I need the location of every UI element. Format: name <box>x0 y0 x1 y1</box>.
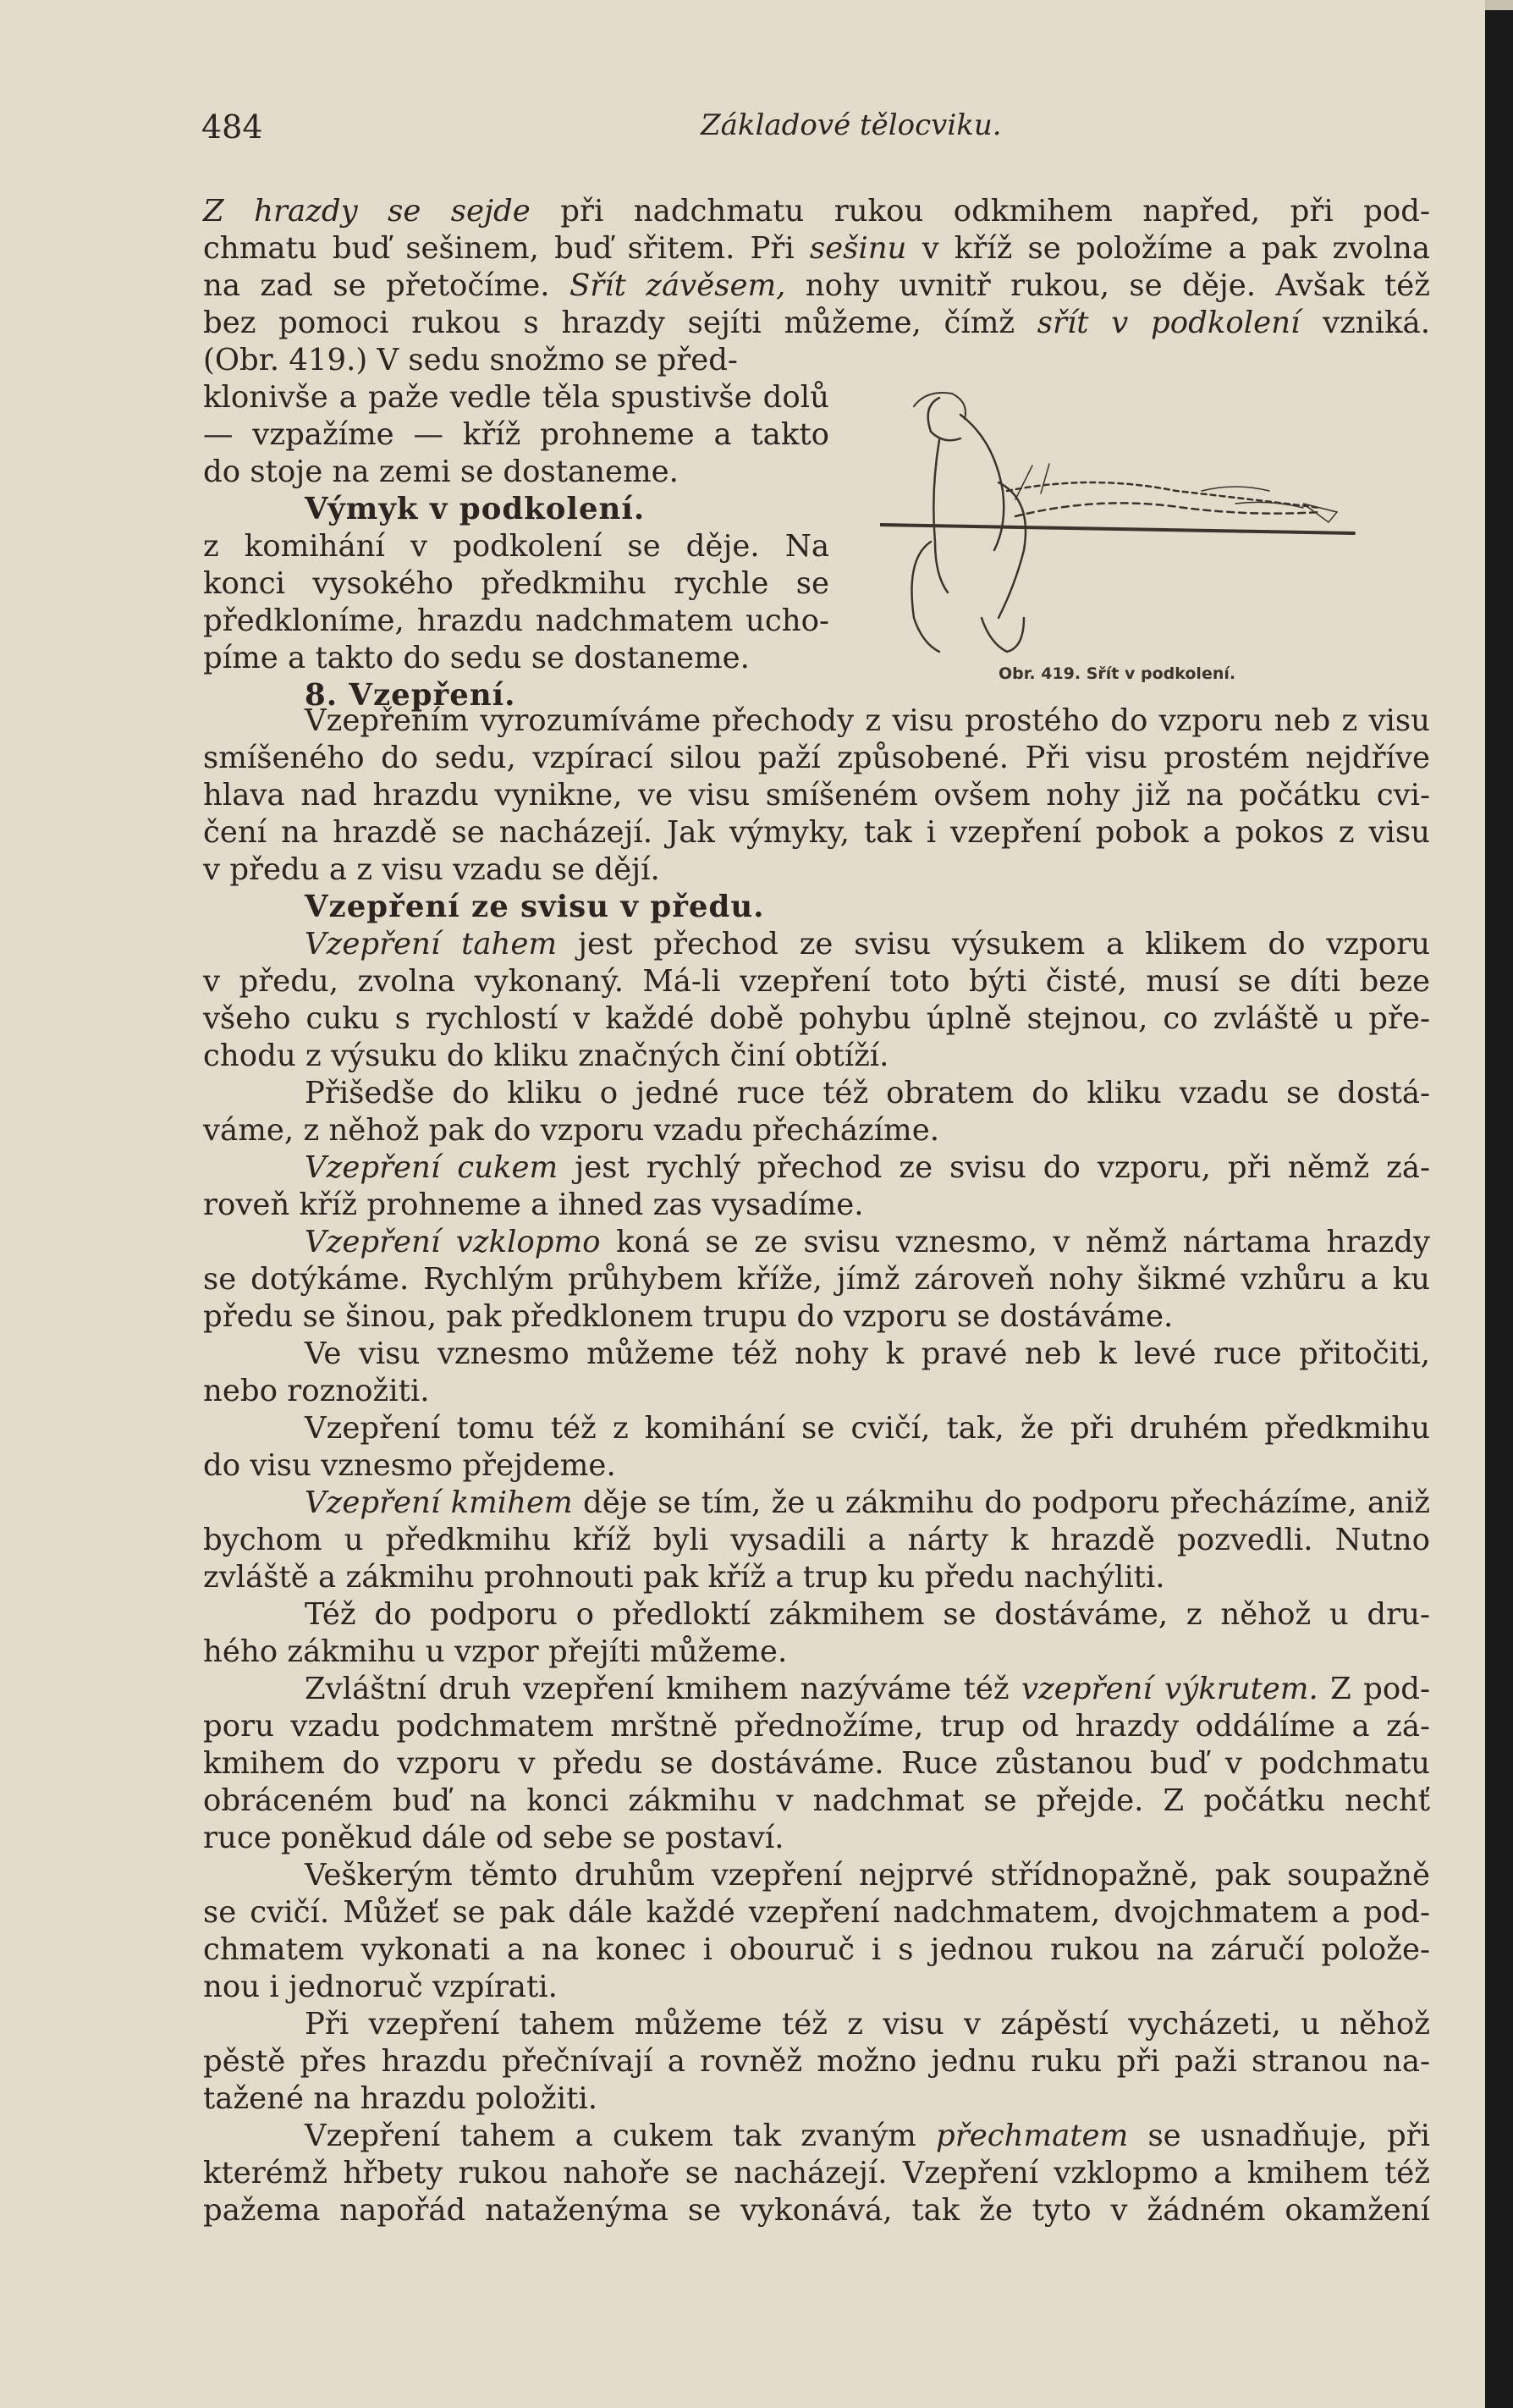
text-run: bez pomoci rukou s hrazdy sejíti můžeme, čímž <box>203 306 1037 340</box>
text-run: konci vysokého předkmihu rychle se <box>203 566 829 601</box>
text-run: se cvičí. Můžeť se pak dále každé vzepření nadchmatem, dvojchmatem a pod- <box>203 1895 1430 1930</box>
figure-caption: Obr. 419. Sřít v podkolení. <box>999 664 1236 683</box>
text-line <box>203 2192 1430 2229</box>
text-run: poru vzadu podchmatem mrštně přednožíme, trup od hrazdy oddálíme a zá- <box>203 1709 1430 1744</box>
running-title: Základové tělocviku. <box>701 108 1002 142</box>
text-run: čení na hrazdě se nacházejí. Jak výmyky, tak i vzepření pobok a pokos z visu <box>203 815 1430 850</box>
text-line <box>203 1000 1430 1038</box>
text-run: Přišedše do kliku o jedné ruce též obratem do kliku vzadu se dostá- <box>305 1076 1430 1110</box>
italic-term: vzepření výkrutem. <box>1021 1672 1318 1706</box>
text-run: se usnadňuje, při <box>1128 2119 1430 2153</box>
text-line <box>203 491 829 528</box>
text-line <box>203 1410 1430 1447</box>
text-line <box>203 603 829 640</box>
page-number: 484 <box>201 108 263 146</box>
edge-marker <box>1485 0 1513 10</box>
text-line <box>203 1596 1430 1634</box>
text-run: tažené na hrazdu položiti. <box>203 2081 597 2116</box>
italic-term: Vzepření vzklopmo <box>305 1225 601 1259</box>
text-run: chmatem vykonati a na konec i obouruč i s jednou rukou na záručí polože- <box>203 1932 1430 1967</box>
text-line <box>203 2155 1430 2192</box>
italic-term: sřít v podkolení <box>1037 306 1301 340</box>
text-run: na zad se přetočíme. <box>203 268 569 303</box>
text-run: hého zákmihu u vzpor přejíti můžeme. <box>203 1634 788 1669</box>
text-line <box>203 230 1430 267</box>
text-block-beside-figure <box>203 379 829 714</box>
text-line <box>203 640 829 677</box>
page-edge <box>1485 0 1513 2408</box>
text-run: vzniká. <box>1300 306 1430 340</box>
text-run: Vzepření tomu též z komihání se cvičí, tak, že při druhém předkmihu <box>305 1411 1430 1446</box>
text-run: předu se šinou, pak předklonem trupu do vzporu se dostáváme. <box>203 1299 1174 1334</box>
text-line <box>203 1447 1430 1485</box>
italic-term: přechmatem <box>936 2119 1129 2153</box>
text-line <box>203 740 1430 777</box>
text-run: Z pod- <box>1318 1672 1430 1706</box>
text-block-intro <box>203 193 1430 379</box>
italic-term: sešinu <box>809 231 907 266</box>
text-line <box>203 1522 1430 1559</box>
text-line <box>203 703 1430 740</box>
text-line <box>203 2118 1430 2155</box>
text-line <box>203 2006 1430 2043</box>
text-line <box>203 2080 1430 2118</box>
text-run: chmatu buď sešinem, buď sřitem. Při <box>203 231 810 266</box>
text-run: jest přechod ze svisu výsukem a klikem do vzporu <box>557 927 1430 962</box>
text-run: v kříž se položíme a pak zvolna <box>906 231 1430 266</box>
text-line <box>203 379 829 416</box>
text-line <box>203 1485 1430 1522</box>
text-run: — vzpažíme — kříž prohneme a takto <box>203 417 829 452</box>
text-line <box>203 1187 1430 1224</box>
text-line <box>203 565 829 603</box>
text-run: jest rychlý přechod ze svisu do vzporu, při němž zá- <box>558 1150 1431 1185</box>
text-line <box>203 1298 1430 1336</box>
text-line <box>203 926 1430 963</box>
text-run: pažema napořád nataženýma se vykonává, tak že tyto v žádném okamžení <box>203 2193 1430 2228</box>
text-run: koná se ze svisu vznesmo, v němž nártama hrazdy <box>600 1225 1431 1259</box>
section-heading: Výmyk v podkolení. <box>305 492 646 526</box>
section-heading: 8. Vzepření. <box>305 678 516 713</box>
text-line <box>203 1894 1430 1931</box>
text-line <box>203 1559 1430 1596</box>
text-run: se dotýkáme. Rychlým průhybem kříže, jímž zároveň nohy šikmé vzhůru a ku <box>203 1262 1430 1297</box>
text-line <box>203 1224 1430 1261</box>
italic-term: Vzepření cukem <box>305 1150 558 1185</box>
text-line <box>203 305 1430 342</box>
text-run: při nadchmatu rukou odkmihem napřed, při pod- <box>530 194 1430 229</box>
text-line <box>203 1969 1430 2006</box>
text-run: nou i jednoruč vzpírati. <box>203 1970 558 2004</box>
text-run: Veškerým těmto druhům vzepření nejprvé střídnopažně, pak soupažně <box>305 1858 1430 1893</box>
text-run: kterémž hřbety rukou nahoře se nacházejí. Vzepření vzklopmo a kmihem též <box>203 2156 1430 2190</box>
text-run: píme a takto do sedu se dostaneme. <box>203 641 750 675</box>
text-line <box>203 1112 1430 1149</box>
text-run: (Obr. 419.) V sedu snožmo se před- <box>203 343 738 377</box>
text-run: Ve visu vznesmo můžeme též nohy k pravé neb k levé ruce přitočiti, <box>305 1336 1430 1371</box>
text-run: hlava nad hrazdu vynikne, ve visu smíšeném ovšem nohy již na počátku cvi- <box>203 778 1430 813</box>
text-line <box>203 851 1430 889</box>
text-run: nohy uvnitř rukou, se děje. Avšak též <box>785 268 1430 303</box>
text-line <box>203 1373 1430 1410</box>
text-run: v předu, zvolna vykonaný. Má-li vzepření toto býti čisté, musí se díti beze <box>203 964 1430 999</box>
text-run: zvláště a zákmihu prohnouti pak kříž a trup ku předu nachýliti. <box>203 1560 1165 1595</box>
text-run: obráceném buď na konci zákmihu v nadchmat se přejde. Z počátku nechť <box>203 1783 1430 1818</box>
text-run: ruce poněkud dále od sebe se postaví. <box>203 1821 784 1855</box>
text-line <box>203 454 829 491</box>
text-run: všeho cuku s rychlostí v každé době pohybu úplně stejnou, co zvláště u pře- <box>203 1001 1430 1036</box>
text-run: váme, z něhož pak do vzporu vzadu přecházíme. <box>203 1113 940 1148</box>
text-run: nebo roznožiti. <box>203 1374 430 1408</box>
text-line <box>203 1708 1430 1745</box>
text-line <box>203 1857 1430 1894</box>
text-line <box>203 889 1430 926</box>
text-line <box>203 528 829 565</box>
text-line <box>203 1261 1430 1298</box>
text-line <box>203 1931 1430 1969</box>
text-line <box>203 1336 1430 1373</box>
text-run: Vzepřením vyrozumíváme přechody z visu prostého do vzporu neb z visu <box>305 703 1430 738</box>
text-line <box>203 814 1430 851</box>
text-run: roveň kříž prohneme a ihned zas vysadíme. <box>203 1187 864 1222</box>
text-line <box>203 777 1430 814</box>
italic-term: Sřít závěsem, <box>569 268 786 303</box>
text-run: předkloníme, hrazdu nadchmatem ucho- <box>203 603 829 638</box>
text-run: Zvláštní druh vzepření kmihem nazýváme též <box>305 1672 1022 1706</box>
text-run: chodu z výsuku do kliku značných činí obtíží. <box>203 1039 889 1073</box>
text-run: smíšeného do sedu, vzpírací silou paží způsobené. Při visu prostém nejdříve <box>203 741 1430 775</box>
text-run: Vzepření tahem a cukem tak zvaným <box>305 2119 937 2153</box>
text-line <box>203 1783 1430 1820</box>
section-heading: Vzepření ze svisu v předu. <box>305 890 765 924</box>
text-line <box>203 267 1430 305</box>
text-line <box>203 193 1430 230</box>
text-line <box>203 1149 1430 1187</box>
text-run: děje se tím, že u zákmihu do podporu přecházíme, aniž <box>572 1485 1430 1520</box>
text-run: Též do podporu o předloktí zákmihem se dostáváme, z něhož u dru- <box>305 1597 1430 1632</box>
text-run: Při vzepření tahem můžeme též z visu v zápěstí vycházeti, u něhož <box>305 2007 1430 2042</box>
text-line <box>203 1038 1430 1075</box>
text-run: do stoje na zemi se dostaneme. <box>203 455 679 489</box>
text-line <box>203 1671 1430 1708</box>
text-block-main <box>203 703 1430 2229</box>
text-line <box>203 2043 1430 2080</box>
text-line <box>203 1634 1430 1671</box>
text-run: kmihem do vzporu v předu se dostáváme. Ruce zůstanou buď v podchmatu <box>203 1746 1430 1781</box>
text-line <box>203 416 829 454</box>
italic-term: Z hrazdy se sejde <box>203 194 531 229</box>
text-line <box>203 1820 1430 1857</box>
text-line <box>203 963 1430 1000</box>
text-run: v předu a z visu vzadu se dějí. <box>203 852 660 887</box>
italic-term: Vzepření kmihem <box>305 1485 573 1520</box>
page-header <box>201 108 1428 151</box>
text-run: pěstě přes hrazdu přečnívají a rovněž možno jednu ruku při paži stranou na- <box>203 2044 1430 2079</box>
text-run: z komihání v podkolení se děje. Na <box>203 529 829 564</box>
text-run: bychom u předkmihu kříž byli vysadili a nárty k hrazdě pozvedli. Nutno <box>203 1523 1430 1557</box>
italic-term: Vzepření tahem <box>305 927 558 962</box>
text-line <box>203 1075 1430 1112</box>
text-line <box>203 1745 1430 1783</box>
figure-illustration <box>880 364 1388 686</box>
text-run: klonivše a paže vedle těla spustivše dolů <box>203 380 829 415</box>
text-run: do visu vznesmo přejdeme. <box>203 1448 616 1483</box>
